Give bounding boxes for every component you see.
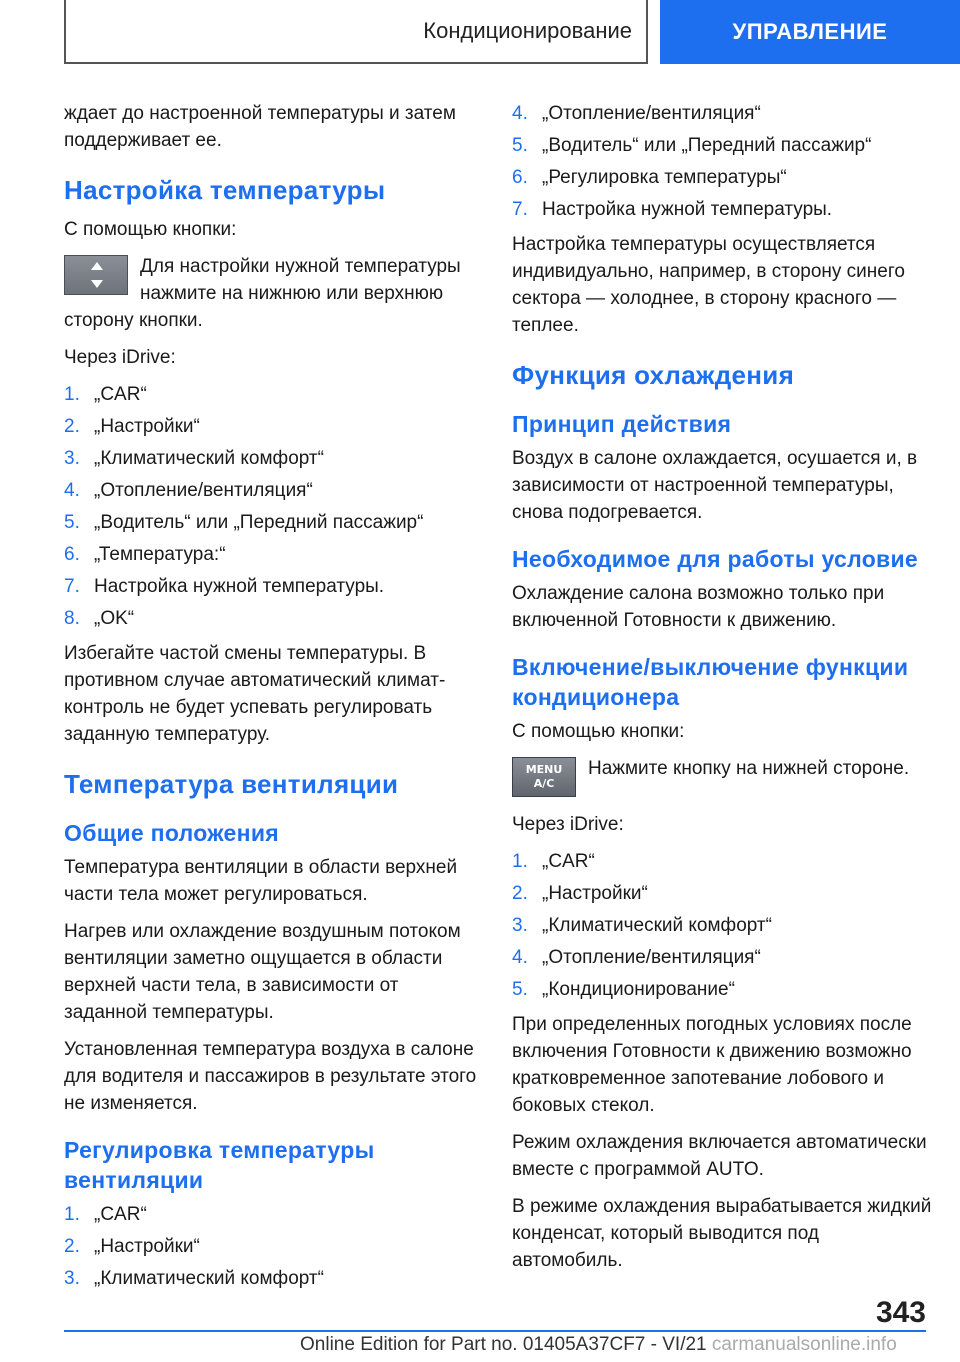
list-item: 8. „OK“ [64,608,135,629]
list-item: 4. „Отопление/вентиляция“ [64,480,313,501]
left-column [64,100,484,1300]
arrow-up-icon [91,262,103,270]
footer-divider [64,1330,926,1332]
header-chapter-tab [660,0,960,64]
header-section-tab [64,0,648,64]
onoff-heading: Включение/выключение функции кондиционера [512,654,909,710]
footer-edition [300,1334,897,1356]
menu-ac-button-icon [512,757,576,797]
header-section-title: Кондиционирование [423,18,632,43]
principle-heading: Принцип действия [512,411,732,437]
list-item: 2. „Настройки“ [512,883,648,904]
list-item: 1. „CAR“ [64,1204,147,1225]
general-paragraph-1: Температура вентиляции в области верхней части тела может регулироваться. [64,857,458,905]
with-button-label: С помощью кнопки: [64,219,237,240]
page-number: 343 [875,1296,926,1329]
right-paragraph-1: При определенных погодных условиях после включения Готовности к движению возможно кратковременное запотевание лобового и боковых стекол. [512,1014,912,1116]
list-item: 3. „Климатический комфорт“ [512,915,772,936]
ac-button-label: A/C [533,777,555,790]
vent-temp-heading: Температура вентиляции [64,769,399,799]
cooling-heading: Функция охлаждения [512,360,795,390]
menu-button-label: MENU [525,763,563,776]
right-paragraph-2: Режим охлаждения включается автоматически вместе с программой AUTO. [512,1132,927,1180]
list-item: 2. „Настройки“ [64,416,200,437]
list-item: 6. „Температура:“ [64,544,226,565]
list-item: 5. „Водитель“ или „Передний пассажир“ [512,135,872,156]
list-item: 5. „Кондиционирование“ [512,979,735,1000]
temp-setting-heading: Настройка температуры [64,175,386,205]
list-item: 3. „Климатический комфорт“ [64,448,324,469]
arrow-down-icon [91,280,103,288]
via-idrive-label: Через iDrive: [64,347,176,368]
list-item: 4. „Отопление/вентиляция“ [512,947,761,968]
condition-heading: Необходимое для работы условие [512,546,919,572]
vent-reg-heading: Регулировка температуры вентиляции [64,1137,375,1193]
footer-edition-text: Online Edition for Part no. 01405A37CF7 - VI/21 [300,1334,707,1355]
list-item: 1. „CAR“ [512,851,595,872]
principle-paragraph: Воздух в салоне охлаждается, осушается и, в зависимости от настроенной температуры, снова подогревается. [512,448,918,523]
footer-watermark: carmanualsonline.info [711,1334,897,1355]
general-paragraph-2: Нагрев или охлаждение воздушным потоком вентиляции заметно ощущается в области верхней части тела, в зависимости от заданной температуры. [64,921,461,1023]
temp-button-instruction [64,253,484,334]
list-item: 5. „Водитель“ или „Передний пассажир“ [64,512,424,533]
intro-paragraph: ждает до настроенной температуры и затем поддерживает ее. [64,103,456,151]
temp-rocker-button-icon [64,255,128,295]
right-paragraph-3: В режиме охлаждения вырабатывается жидкий конденсат, который выводится под автомобиль. [512,1196,932,1271]
reg-note-paragraph: Настройка температуры осуществляется индивидуально, например, в сторону синего сектора — холоднее, в сторону красного — теплее. [512,234,905,336]
ac-button-text: Нажмите кнопку на нижней стороне. [588,758,910,779]
general-paragraph-3: Установленная температура воздуха в салоне для водителя и пассажиров в результате этого не изменяется. [64,1039,477,1114]
list-item: 4. „Отопление/вентиляция“ [512,103,761,124]
vent-reg-steps-list [64,1201,484,1292]
condition-paragraph: Охлаждение салона возможно только при включенной Готовности к движению. [512,583,885,631]
vent-reg-steps-list-cont [512,100,932,223]
avoid-paragraph: Избегайте частой смены температуры. В противном случае автоматический климат-контроль не будет успевать регулировать заданную температуру. [64,643,446,745]
list-item: 7. Настройка нужной температуры. [64,576,385,597]
with-button-label: С помощью кнопки: [512,721,685,742]
list-item: 3. „Климатический комфорт“ [64,1268,324,1289]
header-chapter-title: УПРАВЛЕНИЕ [732,19,888,44]
list-item: 7. Настройка нужной температуры. [512,199,833,220]
list-item: 2. „Настройки“ [64,1236,200,1257]
via-idrive-label: Через iDrive: [512,814,624,835]
ac-button-instruction [512,755,932,801]
list-item: 6. „Регулировка температуры“ [512,167,787,188]
list-item: 1. „CAR“ [64,384,147,405]
right-column [512,100,932,1284]
general-heading: Общие положения [64,820,279,846]
temp-steps-list [64,381,484,632]
ac-steps-list [512,848,932,1003]
temp-button-text: Для настройки нужной температуры нажмите на нижнюю или верхнюю сторону кнопки. [64,256,461,331]
